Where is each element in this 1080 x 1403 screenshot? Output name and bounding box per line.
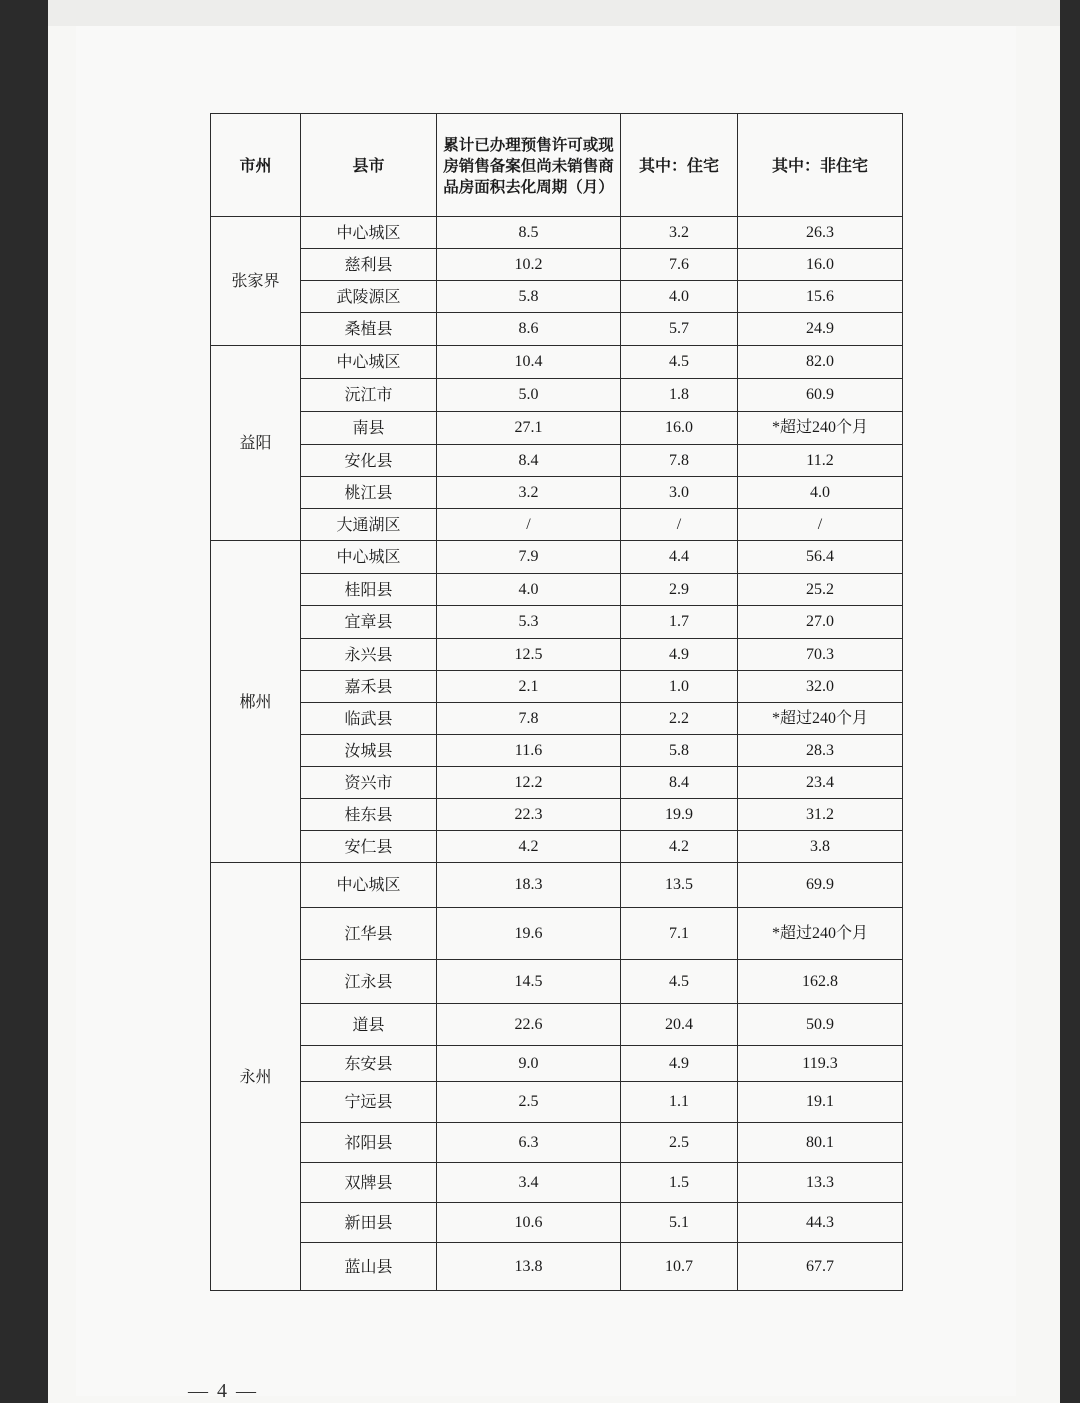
non-residential-cell: 82.0 [738, 346, 903, 379]
table-row [211, 767, 903, 799]
table-row [211, 908, 903, 960]
residential-cell: 1.7 [621, 606, 738, 639]
table-row [211, 346, 903, 379]
table-row [211, 1163, 903, 1203]
residential-cell: 5.7 [621, 313, 738, 346]
non-residential-cell: 44.3 [738, 1203, 903, 1243]
residential-cell: 2.5 [621, 1123, 738, 1163]
destocking-cycle-table [210, 113, 903, 1291]
total-cycle-cell: 8.6 [437, 313, 621, 346]
county-cell: 双牌县 [301, 1163, 437, 1203]
non-residential-cell: 3.8 [738, 831, 903, 863]
total-cycle-cell: 5.0 [437, 379, 621, 412]
total-cycle-cell: / [437, 509, 621, 541]
county-cell: 中心城区 [301, 541, 437, 574]
total-cycle-cell: 4.0 [437, 574, 621, 606]
total-cycle-cell: 2.5 [437, 1082, 621, 1123]
county-cell: 永兴县 [301, 639, 437, 671]
total-cycle-cell: 2.1 [437, 671, 621, 703]
total-cycle-cell: 19.6 [437, 908, 621, 960]
county-cell: 新田县 [301, 1203, 437, 1243]
residential-cell: 7.1 [621, 908, 738, 960]
total-cycle-cell: 10.2 [437, 249, 621, 281]
table-row [211, 509, 903, 541]
total-cycle-cell: 12.2 [437, 767, 621, 799]
non-residential-cell: *超过240个月 [738, 412, 903, 445]
total-cycle-cell: 18.3 [437, 863, 621, 908]
county-cell: 江华县 [301, 908, 437, 960]
non-residential-cell: 50.9 [738, 1004, 903, 1046]
non-residential-cell: 13.3 [738, 1163, 903, 1203]
residential-cell: 16.0 [621, 412, 738, 445]
table-row [211, 1004, 903, 1046]
county-cell: 桂东县 [301, 799, 437, 831]
non-residential-cell: 56.4 [738, 541, 903, 574]
total-cycle-cell: 4.2 [437, 831, 621, 863]
residential-cell: 4.2 [621, 831, 738, 863]
residential-cell: 3.0 [621, 477, 738, 509]
table-row [211, 671, 903, 703]
county-cell: 宜章县 [301, 606, 437, 639]
county-cell: 南县 [301, 412, 437, 445]
table-row [211, 1082, 903, 1123]
total-cycle-cell: 22.3 [437, 799, 621, 831]
non-residential-cell: 24.9 [738, 313, 903, 346]
table-row [211, 541, 903, 574]
non-residential-cell: 4.0 [738, 477, 903, 509]
county-cell: 安化县 [301, 445, 437, 477]
county-cell: 临武县 [301, 703, 437, 735]
header-county: 县市 [301, 114, 437, 217]
header-city: 市州 [211, 114, 301, 217]
residential-cell: 19.9 [621, 799, 738, 831]
total-cycle-cell: 7.9 [437, 541, 621, 574]
residential-cell: 5.1 [621, 1203, 738, 1243]
county-cell: 桃江县 [301, 477, 437, 509]
county-cell: 桂阳县 [301, 574, 437, 606]
table-row [211, 574, 903, 606]
table-row [211, 735, 903, 767]
non-residential-cell: 60.9 [738, 379, 903, 412]
residential-cell: 4.5 [621, 960, 738, 1004]
table-row [211, 1243, 903, 1291]
non-residential-cell: *超过240个月 [738, 908, 903, 960]
county-cell: 武陵源区 [301, 281, 437, 313]
header-non-residential: 其中：非住宅 [738, 114, 903, 217]
residential-cell: 4.5 [621, 346, 738, 379]
non-residential-cell: 26.3 [738, 217, 903, 249]
header-total-cycle: 累计已办理预售许可或现房销售备案但尚未销售商品房面积去化周期（月） [437, 114, 621, 217]
city-cell: 张家界 [211, 217, 301, 346]
table-row [211, 863, 903, 908]
county-cell: 资兴市 [301, 767, 437, 799]
table-row [211, 412, 903, 445]
residential-cell: 4.9 [621, 639, 738, 671]
non-residential-cell: *超过240个月 [738, 703, 903, 735]
total-cycle-cell: 7.8 [437, 703, 621, 735]
non-residential-cell: 11.2 [738, 445, 903, 477]
residential-cell: 1.5 [621, 1163, 738, 1203]
non-residential-cell: 27.0 [738, 606, 903, 639]
table-row [211, 445, 903, 477]
county-cell: 祁阳县 [301, 1123, 437, 1163]
county-cell: 中心城区 [301, 863, 437, 908]
residential-cell: 7.8 [621, 445, 738, 477]
total-cycle-cell: 22.6 [437, 1004, 621, 1046]
non-residential-cell: 80.1 [738, 1123, 903, 1163]
residential-cell: 7.6 [621, 249, 738, 281]
residential-cell: 1.1 [621, 1082, 738, 1123]
total-cycle-cell: 12.5 [437, 639, 621, 671]
page-number: — 4 — [188, 1380, 258, 1402]
table-row [211, 477, 903, 509]
residential-cell: 1.0 [621, 671, 738, 703]
table-row [211, 639, 903, 671]
residential-cell: 2.2 [621, 703, 738, 735]
total-cycle-cell: 5.3 [437, 606, 621, 639]
total-cycle-cell: 27.1 [437, 412, 621, 445]
residential-cell: 8.4 [621, 767, 738, 799]
residential-cell: 3.2 [621, 217, 738, 249]
non-residential-cell: 23.4 [738, 767, 903, 799]
scan-shadow [48, 0, 1060, 26]
county-cell: 嘉禾县 [301, 671, 437, 703]
county-cell: 慈利县 [301, 249, 437, 281]
residential-cell: 20.4 [621, 1004, 738, 1046]
county-cell: 江永县 [301, 960, 437, 1004]
residential-cell: 1.8 [621, 379, 738, 412]
county-cell: 道县 [301, 1004, 437, 1046]
non-residential-cell: 19.1 [738, 1082, 903, 1123]
residential-cell: 13.5 [621, 863, 738, 908]
residential-cell: 4.0 [621, 281, 738, 313]
non-residential-cell: 67.7 [738, 1243, 903, 1291]
total-cycle-cell: 13.8 [437, 1243, 621, 1291]
county-cell: 安仁县 [301, 831, 437, 863]
table-row [211, 379, 903, 412]
total-cycle-cell: 6.3 [437, 1123, 621, 1163]
residential-cell: 5.8 [621, 735, 738, 767]
residential-cell: / [621, 509, 738, 541]
table-row [211, 217, 903, 249]
non-residential-cell: 16.0 [738, 249, 903, 281]
table-row [211, 703, 903, 735]
table-row [211, 799, 903, 831]
county-cell: 东安县 [301, 1046, 437, 1082]
non-residential-cell: 32.0 [738, 671, 903, 703]
non-residential-cell: / [738, 509, 903, 541]
total-cycle-cell: 3.2 [437, 477, 621, 509]
total-cycle-cell: 3.4 [437, 1163, 621, 1203]
total-cycle-cell: 10.6 [437, 1203, 621, 1243]
county-cell: 中心城区 [301, 217, 437, 249]
county-cell: 蓝山县 [301, 1243, 437, 1291]
non-residential-cell: 28.3 [738, 735, 903, 767]
total-cycle-cell: 5.8 [437, 281, 621, 313]
non-residential-cell: 70.3 [738, 639, 903, 671]
table-row [211, 313, 903, 346]
residential-cell: 4.9 [621, 1046, 738, 1082]
non-residential-cell: 25.2 [738, 574, 903, 606]
residential-cell: 2.9 [621, 574, 738, 606]
city-cell: 益阳 [211, 346, 301, 541]
total-cycle-cell: 8.4 [437, 445, 621, 477]
city-cell: 永州 [211, 863, 301, 1291]
table-row [211, 1123, 903, 1163]
table-row [211, 831, 903, 863]
table-row [211, 1203, 903, 1243]
table-row [211, 249, 903, 281]
table-row [211, 1046, 903, 1082]
county-cell: 汝城县 [301, 735, 437, 767]
total-cycle-cell: 8.5 [437, 217, 621, 249]
non-residential-cell: 31.2 [738, 799, 903, 831]
table-row [211, 606, 903, 639]
non-residential-cell: 15.6 [738, 281, 903, 313]
county-cell: 桑植县 [301, 313, 437, 346]
total-cycle-cell: 14.5 [437, 960, 621, 1004]
county-cell: 大通湖区 [301, 509, 437, 541]
header-residential: 其中：住宅 [621, 114, 738, 217]
table-row [211, 960, 903, 1004]
county-cell: 沅江市 [301, 379, 437, 412]
non-residential-cell: 119.3 [738, 1046, 903, 1082]
total-cycle-cell: 10.4 [437, 346, 621, 379]
total-cycle-cell: 9.0 [437, 1046, 621, 1082]
city-cell: 郴州 [211, 541, 301, 863]
total-cycle-cell: 11.6 [437, 735, 621, 767]
county-cell: 中心城区 [301, 346, 437, 379]
non-residential-cell: 162.8 [738, 960, 903, 1004]
county-cell: 宁远县 [301, 1082, 437, 1123]
residential-cell: 10.7 [621, 1243, 738, 1291]
non-residential-cell: 69.9 [738, 863, 903, 908]
table-header-row [211, 114, 903, 217]
table-row [211, 281, 903, 313]
residential-cell: 4.4 [621, 541, 738, 574]
